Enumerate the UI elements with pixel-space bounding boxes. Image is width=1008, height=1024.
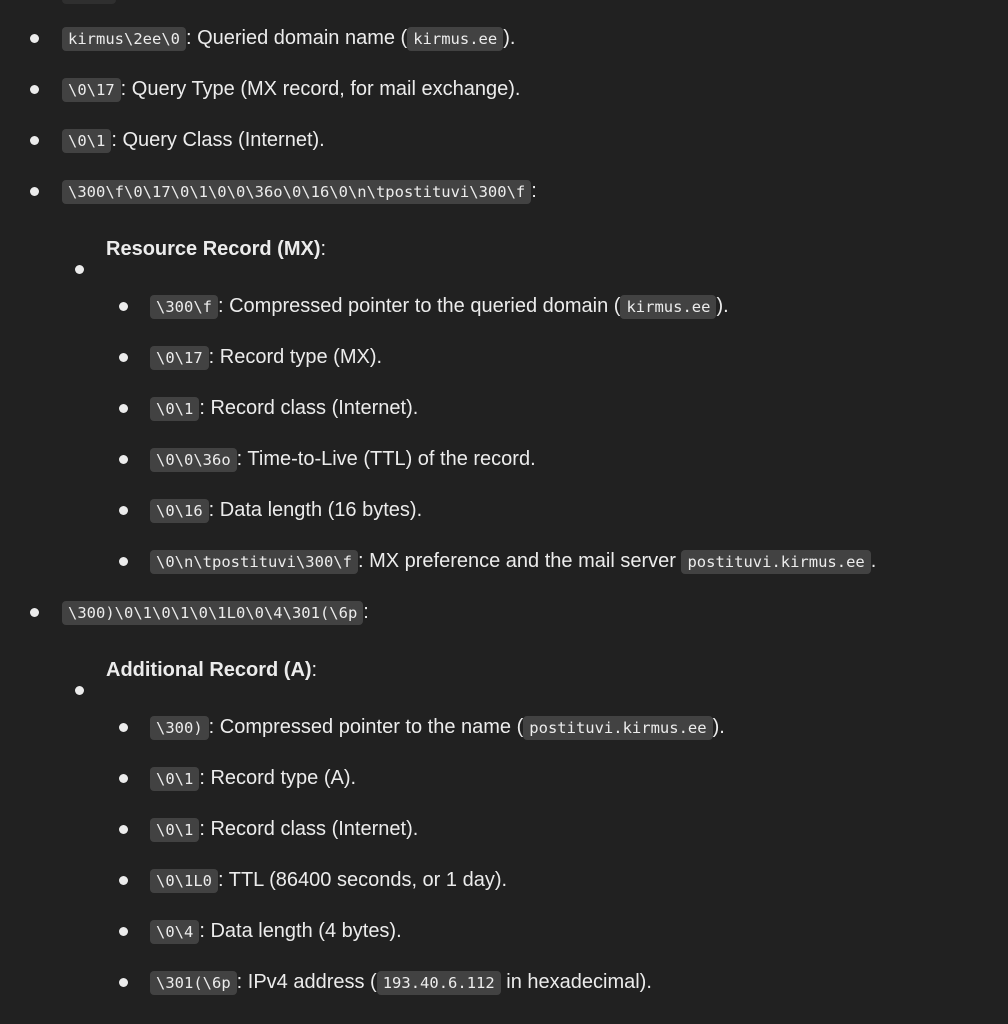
item-text: : Record class (Internet).	[199, 818, 419, 840]
inline-code: postituvi.kirmus.ee	[681, 550, 870, 574]
list-item	[0, 288, 1008, 339]
nested-list	[106, 288, 1008, 594]
inline-code: \300)\0\1\0\1\0\1L0\0\4\301(\6p	[62, 601, 363, 625]
list-item	[0, 543, 1008, 594]
list-item	[0, 594, 1008, 1015]
inline-code: kirmus.ee	[407, 27, 503, 51]
list-item	[0, 339, 1008, 390]
list-item	[0, 20, 1008, 71]
item-text: ).	[503, 27, 516, 49]
list-item	[0, 964, 1008, 1015]
inline-code: \0\1	[150, 397, 199, 421]
list-item	[0, 709, 1008, 760]
inline-code: \0\1	[62, 129, 111, 153]
inline-code: \0\4	[150, 920, 199, 944]
section-heading: Resource Record (MX)	[106, 238, 321, 260]
list-item	[0, 441, 1008, 492]
list-item	[0, 913, 1008, 964]
list-item	[0, 811, 1008, 862]
item-text: : Data length (4 bytes).	[199, 920, 402, 942]
inline-code: postituvi.kirmus.ee	[523, 716, 712, 740]
item-text: : TTL (86400 seconds, or 1 day).	[218, 869, 508, 891]
item-text: :	[363, 601, 369, 623]
inline-code: kirmus\2ee\0	[62, 27, 186, 51]
inline-code: \300\f	[150, 295, 218, 319]
nested-list	[62, 231, 1008, 594]
item-text: : Data length (16 bytes).	[208, 499, 423, 521]
list-item	[0, 122, 1008, 173]
list-item	[0, 390, 1008, 441]
inline-code: \0\17	[62, 78, 121, 102]
inline-code: \300\f\0\17\0\1\0\0\36o\0\16\0\n\tpostituvi\300\f	[62, 180, 531, 204]
list-item	[0, 231, 1008, 594]
list-item	[0, 652, 1008, 1015]
inline-code: kirmus.ee	[620, 295, 716, 319]
item-text: in hexadecimal).	[500, 971, 652, 993]
item-text: : Queried domain name (	[185, 27, 408, 49]
list-item	[0, 71, 1008, 122]
inline-code: \300)	[150, 716, 209, 740]
inline-code: \0\17	[150, 346, 209, 370]
item-text: : Record class (Internet).	[199, 397, 419, 419]
nested-list	[62, 652, 1008, 1015]
list-item	[0, 760, 1008, 811]
inline-code: \0\1L0	[150, 869, 218, 893]
item-text: :	[311, 659, 318, 681]
item-text: .	[870, 550, 877, 572]
item-text: : Time-to-Live (TTL) of the record.	[236, 448, 536, 470]
item-text: : Record type (MX).	[208, 346, 383, 368]
item-text: ).	[716, 295, 729, 317]
item-text: :	[531, 180, 537, 202]
item-text: : Compressed pointer to the queried domain (	[218, 295, 621, 317]
list-item	[0, 492, 1008, 543]
item-text: :	[320, 238, 327, 260]
item-text: : Record type (A).	[199, 767, 357, 789]
item-text: : Query Class (Internet).	[111, 129, 325, 151]
inline-code: \0\0\36o	[150, 448, 237, 472]
item-text: : Query Type (MX record, for mail exchange).	[120, 78, 521, 100]
inline-code: 193.40.6.112	[377, 971, 501, 995]
list-item	[0, 862, 1008, 913]
item-text: : Compressed pointer to the name (	[208, 716, 524, 738]
inline-code: \0\1	[150, 767, 199, 791]
inline-code: \301(\6p	[150, 971, 237, 995]
item-text: : IPv4 address (	[236, 971, 377, 993]
inline-code: \0\1	[150, 818, 199, 842]
list-item	[0, 173, 1008, 594]
inline-code: \0\16	[150, 499, 209, 523]
item-text: : MX preference and the mail server	[357, 550, 682, 572]
item-text: ).	[712, 716, 725, 738]
section-heading: Additional Record (A)	[106, 659, 312, 681]
previous-code-snippet	[62, 0, 116, 4]
nested-list	[106, 709, 1008, 1015]
inline-code: \0\n\tpostituvi\300\f	[150, 550, 358, 574]
